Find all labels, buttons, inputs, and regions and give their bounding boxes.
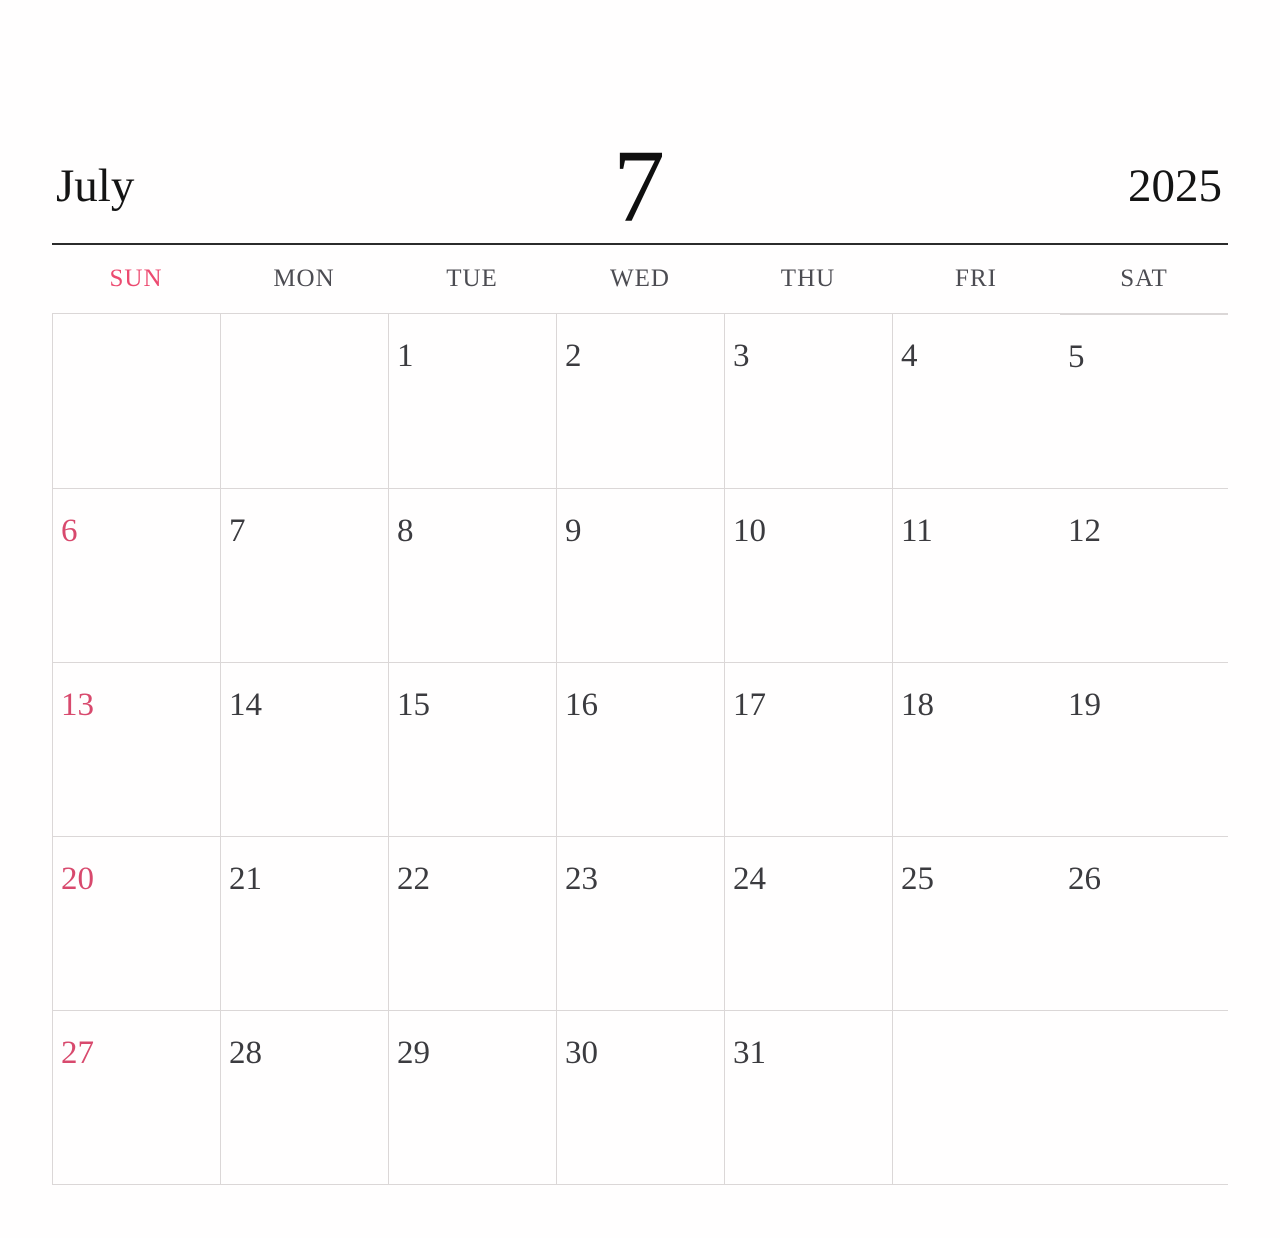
day-cell xyxy=(220,836,388,1010)
day-number: 1 xyxy=(397,338,414,374)
day-cell xyxy=(52,836,220,1010)
day-cell xyxy=(1060,488,1228,662)
day-number: 7 xyxy=(229,513,246,549)
calendar-grid xyxy=(52,313,1228,1185)
day-number: 17 xyxy=(733,687,766,723)
day-cell xyxy=(724,488,892,662)
day-number: 18 xyxy=(901,687,934,723)
day-cell xyxy=(52,662,220,836)
day-cell xyxy=(556,662,724,836)
day-cell xyxy=(220,314,388,488)
day-number: 3 xyxy=(733,338,750,374)
day-cell xyxy=(388,488,556,662)
day-number: 21 xyxy=(229,861,262,897)
day-cell xyxy=(724,1010,892,1184)
weekday-label: MON xyxy=(273,265,335,292)
day-number: 6 xyxy=(61,513,78,549)
day-cell xyxy=(892,314,1060,488)
day-number: 2 xyxy=(565,338,582,374)
day-number: 15 xyxy=(397,687,430,723)
day-cell xyxy=(388,1010,556,1184)
day-cell xyxy=(52,314,220,488)
day-cell xyxy=(892,488,1060,662)
weekday-row xyxy=(52,245,1228,313)
day-cell xyxy=(1060,836,1228,1010)
year-label: 2025 xyxy=(1128,160,1222,212)
day-number: 5 xyxy=(1068,339,1085,375)
day-cell xyxy=(52,488,220,662)
day-cell xyxy=(388,836,556,1010)
month-number: 7 xyxy=(613,129,665,244)
weekday-label: THU xyxy=(780,265,836,292)
day-number: 23 xyxy=(565,861,598,897)
day-number: 4 xyxy=(901,338,918,374)
day-number: 16 xyxy=(565,687,598,723)
day-cell xyxy=(388,662,556,836)
calendar-header xyxy=(52,0,1228,245)
day-cell xyxy=(556,836,724,1010)
day-cell xyxy=(556,488,724,662)
month-name: July xyxy=(56,160,135,212)
day-cell xyxy=(892,1010,1060,1184)
day-number: 27 xyxy=(61,1035,94,1071)
weekday-label: SUN xyxy=(109,265,163,292)
day-number: 8 xyxy=(397,513,414,549)
day-cell xyxy=(892,662,1060,836)
day-number: 14 xyxy=(229,687,262,723)
day-cell xyxy=(724,662,892,836)
weekday-label: SAT xyxy=(1120,265,1168,292)
day-number: 13 xyxy=(61,687,94,723)
day-number: 10 xyxy=(733,513,766,549)
day-number: 11 xyxy=(901,513,933,549)
day-number: 30 xyxy=(565,1035,598,1071)
day-number: 22 xyxy=(397,861,430,897)
weekday-label: WED xyxy=(610,265,670,292)
day-number: 28 xyxy=(229,1035,262,1071)
day-number: 26 xyxy=(1068,861,1101,897)
day-cell xyxy=(556,314,724,488)
day-cell xyxy=(892,836,1060,1010)
day-cell xyxy=(220,488,388,662)
day-cell xyxy=(220,1010,388,1184)
day-cell xyxy=(1060,314,1228,488)
day-number: 9 xyxy=(565,513,582,549)
day-number: 19 xyxy=(1068,687,1101,723)
day-cell xyxy=(388,314,556,488)
day-cell xyxy=(724,836,892,1010)
day-number: 29 xyxy=(397,1035,430,1071)
day-cell xyxy=(1060,1010,1228,1184)
day-number: 31 xyxy=(733,1035,766,1071)
day-number: 25 xyxy=(901,861,934,897)
day-number: 20 xyxy=(61,861,94,897)
weekday-label: FRI xyxy=(955,265,997,292)
weekday-label: TUE xyxy=(446,265,498,292)
day-cell xyxy=(1060,662,1228,836)
day-number: 12 xyxy=(1068,513,1101,549)
day-cell xyxy=(220,662,388,836)
day-cell xyxy=(52,1010,220,1184)
calendar-content xyxy=(52,0,1228,1185)
day-cell xyxy=(724,314,892,488)
day-number: 24 xyxy=(733,861,766,897)
day-cell xyxy=(556,1010,724,1184)
